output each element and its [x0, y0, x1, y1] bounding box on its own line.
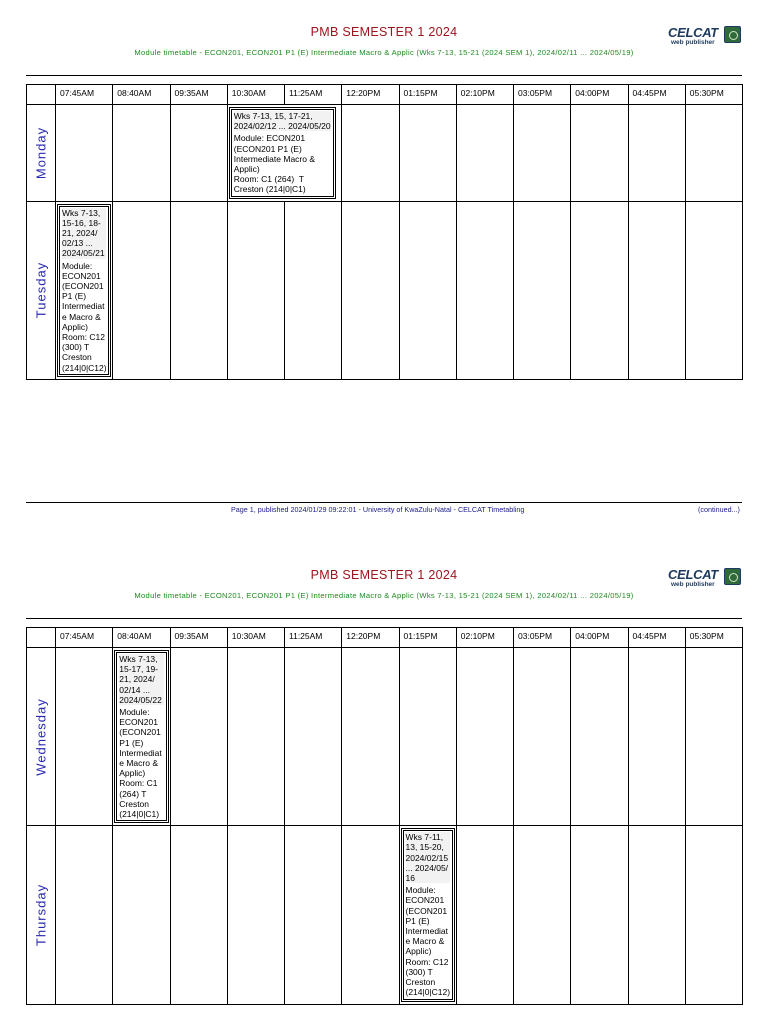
slot-cell [227, 826, 284, 1004]
timetable-grid [26, 627, 743, 1005]
time-slot-header: 09:35AM [170, 628, 227, 648]
time-header-row [27, 628, 743, 648]
class-event[interactable] [57, 204, 111, 377]
footer-rule [26, 502, 742, 503]
slot-cell [342, 105, 399, 202]
time-slot-header: 12:20PM [342, 628, 399, 648]
class-event[interactable] [229, 107, 336, 199]
slot-cell [227, 105, 342, 202]
slot-cell [685, 648, 742, 826]
slot-cell [685, 105, 742, 202]
page-subtitle: Module timetable - ECON201, ECON201 P1 (E) Intermediate Macro & Applic (Wks 7-13, 15-21 (2024 SEM 1), 2024/02/11 ... 2024/05/19) [134, 48, 634, 57]
slot-cell [628, 105, 685, 202]
slot-cell [227, 648, 284, 826]
slot-cell [399, 201, 456, 379]
slot-cell [285, 826, 342, 1004]
event-weeks: Wks 7-13, 15-16, 18- 21, 2024/ 02/13 ... 2024/05/21 [62, 207, 105, 259]
slot-cell [514, 648, 571, 826]
slot-cell [399, 648, 456, 826]
day-row-thursday [27, 826, 743, 1004]
corner-cell [27, 85, 56, 105]
slot-cell [628, 826, 685, 1004]
slot-cell [399, 105, 456, 202]
logo-sub: web publisher [671, 581, 715, 588]
slot-cell [571, 648, 628, 826]
slot-cell [456, 201, 513, 379]
slot-cell [342, 201, 399, 379]
logo-brand: CELCAT [668, 567, 718, 582]
day-label: Wednesday [33, 697, 49, 776]
logo-brand: CELCAT [668, 25, 718, 40]
slot-cell [170, 105, 227, 202]
day-row-monday [27, 105, 743, 202]
slot-cell [56, 648, 113, 826]
time-slot-header: 11:25AM [285, 628, 342, 648]
celcat-emblem-icon [724, 568, 741, 585]
celcat-logo [666, 25, 744, 47]
header-rule [26, 618, 742, 619]
event-details: Module: ECON201 (ECON201 P1 (E) Intermediat e Macro & Applic) Room: C12 (300) T Creston (214|0|C12) [405, 885, 451, 998]
slot-cell [227, 201, 284, 379]
time-slot-header: 11:25AM [285, 85, 342, 105]
event-details: Module: ECON201 (ECON201 P1 (E) Intermediat e Macro & Applic) Room: C12 (300) T Creston (214|0|C12) [62, 260, 107, 373]
logo-sub: web publisher [671, 39, 715, 46]
slot-cell [56, 826, 113, 1004]
time-slot-header: 09:35AM [170, 85, 227, 105]
slot-cell [685, 826, 742, 1004]
day-label-cell [27, 201, 56, 379]
time-slot-header: 01:15PM [399, 85, 456, 105]
slot-cell [56, 201, 113, 379]
time-slot-header: 07:45AM [56, 85, 113, 105]
slot-cell [685, 201, 742, 379]
slot-cell [170, 648, 227, 826]
time-slot-header: 10:30AM [227, 628, 284, 648]
day-label-cell [27, 826, 56, 1004]
slot-cell [456, 105, 513, 202]
slot-cell [342, 648, 399, 826]
slot-cell [113, 826, 170, 1004]
slot-cell [170, 201, 227, 379]
slot-cell [571, 105, 628, 202]
slot-cell [342, 826, 399, 1004]
slot-cell [456, 648, 513, 826]
page-title: PMB SEMESTER 1 2024 [310, 568, 458, 582]
class-event[interactable] [401, 828, 455, 1001]
event-details: Module: ECON201 (ECON201 P1 (E) Intermediate Macro & Applic) Room: C1 (264) T Creston (214|0|C1) [233, 133, 316, 195]
continued-note: (continued...) [698, 505, 740, 514]
event-details: Module: ECON201 (ECON201 P1 (E) Intermediat e Macro & Applic) Room: C1 (264) T Creston (214|0|C1) [119, 707, 162, 820]
slot-cell [399, 826, 456, 1004]
time-slot-header: 02:10PM [456, 85, 513, 105]
slot-cell [514, 826, 571, 1004]
corner-cell [27, 628, 56, 648]
page-subtitle: Module timetable - ECON201, ECON201 P1 (E) Intermediate Macro & Applic (Wks 7-13, 15-21 (2024 SEM 1), 2024/02/11 ... 2024/05/19) [134, 591, 634, 600]
day-label: Monday [33, 126, 49, 179]
slot-cell [285, 201, 342, 379]
day-row-tuesday [27, 201, 743, 379]
slot-cell [285, 648, 342, 826]
event-weeks: Wks 7-13, 15, 17-21, 2024/02/12 ... 2024/05/20 [233, 111, 331, 132]
slot-cell [113, 201, 170, 379]
time-slot-header: 08:40AM [113, 85, 170, 105]
slot-cell [514, 105, 571, 202]
slot-cell [113, 105, 170, 202]
time-slot-header: 10:30AM [227, 85, 284, 105]
slot-cell [456, 826, 513, 1004]
time-slot-header: 12:20PM [342, 85, 399, 105]
slot-cell [56, 105, 113, 202]
timetable-grid [26, 84, 743, 380]
page-footer: Page 1, published 2024/01/29 09:22:01 - University of KwaZulu-Natal - CELCAT Timetabling [231, 505, 525, 514]
time-slot-header: 03:05PM [514, 628, 571, 648]
time-header-row [27, 85, 743, 105]
slot-cell [628, 201, 685, 379]
time-slot-header: 07:45AM [56, 628, 113, 648]
celcat-emblem-icon [724, 26, 741, 43]
slot-cell [514, 201, 571, 379]
time-slot-header: 04:00PM [571, 628, 628, 648]
slot-cell [628, 648, 685, 826]
time-slot-header: 04:00PM [571, 85, 628, 105]
time-slot-header: 04:45PM [628, 85, 685, 105]
event-weeks: Wks 7-13, 15-17, 19- 21, 2024/ 02/14 ... 2024/05/22 [119, 654, 162, 705]
slot-cell [113, 648, 170, 826]
slot-cell [170, 826, 227, 1004]
event-weeks: Wks 7-11, 13, 15-20, 2024/02/15 ... 2024/05/ 16 [405, 832, 449, 884]
header-rule [26, 75, 742, 76]
time-slot-header: 05:30PM [685, 85, 742, 105]
time-slot-header: 02:10PM [456, 628, 513, 648]
time-slot-header: 04:45PM [628, 628, 685, 648]
day-row-wednesday [27, 648, 743, 826]
class-event[interactable] [114, 650, 168, 823]
slot-cell [571, 826, 628, 1004]
day-label: Tuesday [33, 262, 49, 319]
day-label-cell [27, 648, 56, 826]
time-slot-header: 03:05PM [514, 85, 571, 105]
time-slot-header: 05:30PM [685, 628, 742, 648]
day-label: Thursday [33, 883, 49, 946]
slot-cell [571, 201, 628, 379]
celcat-logo [666, 567, 744, 589]
time-slot-header: 01:15PM [399, 628, 456, 648]
day-label-cell [27, 105, 56, 202]
time-slot-header: 08:40AM [113, 628, 170, 648]
page-title: PMB SEMESTER 1 2024 [310, 25, 458, 39]
